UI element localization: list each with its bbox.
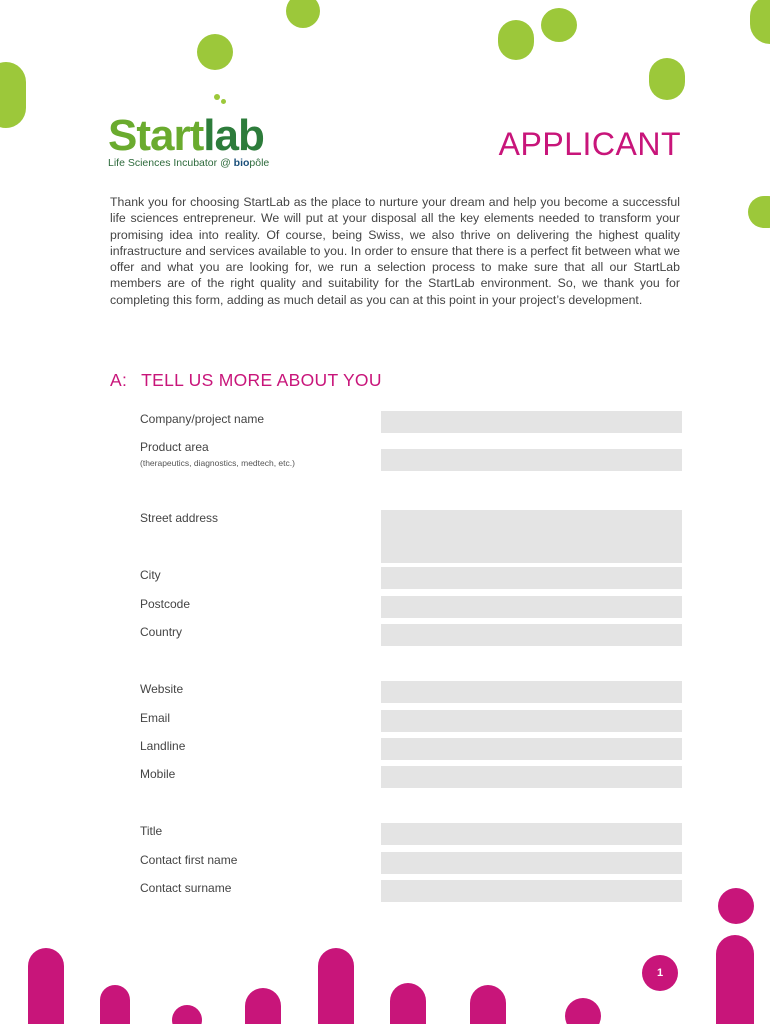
logo-tagline-suffix: pôle	[249, 157, 270, 169]
logo-tagline-bio: bio	[233, 157, 250, 169]
website-field[interactable]	[381, 681, 682, 703]
product-area-hint: (therapeutics, diagnostics, medtech, etc.)	[140, 458, 295, 468]
decorative-bubble	[718, 888, 754, 924]
landline-label: Landline	[140, 739, 186, 753]
section-title-text: TELL US MORE ABOUT YOU	[141, 370, 382, 390]
title-label: Title	[140, 824, 163, 838]
decorative-bubble	[565, 998, 601, 1024]
city-label: City	[140, 568, 161, 582]
decorative-drip	[100, 985, 130, 1024]
decorative-drip	[28, 948, 64, 1024]
logo-name-start: Start	[108, 111, 204, 160]
first-name-field[interactable]	[381, 852, 682, 874]
decorative-drip	[318, 948, 354, 1024]
logo-wordmark	[108, 111, 264, 160]
email-label: Email	[140, 711, 171, 725]
product-area-field[interactable]	[381, 449, 682, 471]
logo-bubble	[221, 99, 226, 104]
logo-tagline-prefix: Life Sciences Incubator @	[108, 157, 234, 169]
decorative-drip	[716, 935, 754, 1024]
decorative-bubble	[649, 58, 685, 100]
logo-name-lab: lab	[203, 111, 264, 160]
logo-bubble	[214, 94, 220, 100]
decorative-drip	[470, 985, 506, 1024]
decorative-bubble	[498, 20, 534, 60]
company-label: Company/project name	[140, 412, 265, 426]
street-label: Street address	[140, 511, 219, 525]
first-name-label: Contact first name	[140, 853, 238, 867]
postcode-label: Postcode	[140, 597, 191, 611]
page-title: APPLICANT	[498, 126, 681, 162]
mobile-field[interactable]	[381, 766, 682, 788]
decorative-bubble	[748, 196, 770, 228]
city-field[interactable]	[381, 567, 682, 589]
website-label: Website	[140, 682, 184, 696]
country-field[interactable]	[381, 624, 682, 646]
section-heading	[110, 370, 382, 391]
company-field[interactable]	[381, 411, 682, 433]
email-field[interactable]	[381, 710, 682, 732]
decorative-bubble	[0, 62, 26, 128]
mobile-label: Mobile	[140, 767, 176, 781]
landline-field[interactable]	[381, 738, 682, 760]
decorative-drip	[390, 983, 426, 1024]
decorative-bubble	[750, 0, 770, 44]
decorative-drip	[245, 988, 281, 1024]
page-number-badge: 1	[642, 955, 678, 991]
section-letter: A:	[110, 370, 128, 390]
decorative-bubble	[197, 34, 233, 70]
title-field[interactable]	[381, 823, 682, 845]
decorative-bubble	[172, 1005, 202, 1024]
country-label: Country	[140, 625, 183, 639]
logo-tagline	[108, 157, 269, 169]
surname-label: Contact surname	[140, 881, 232, 895]
decorative-bubble	[286, 0, 320, 28]
street-field[interactable]	[381, 510, 682, 563]
postcode-field[interactable]	[381, 596, 682, 618]
intro-paragraph: Thank you for choosing StartLab as the place to nurture your dream and help you become a successful life sciences entrepreneur. We will put at your disposal all the key elements needed to transform your promising idea into reality. Of course, being Swiss, we also thrive on delivering the highest quality infrastructure and services available to you. In order to ensure that there is a perfect fit between what we offer and what you are looking for, we run a selection process to make sure that all our StartLab members are of the right quality and suitability for the StartLab environment. So, we thank you for completing this form, adding as much detail as you can at this point in your project’s development.	[110, 195, 680, 307]
surname-field[interactable]	[381, 880, 682, 902]
startlab-logo	[108, 94, 298, 174]
decorative-bubble	[541, 8, 577, 42]
product-area-label: Product area	[140, 440, 209, 454]
